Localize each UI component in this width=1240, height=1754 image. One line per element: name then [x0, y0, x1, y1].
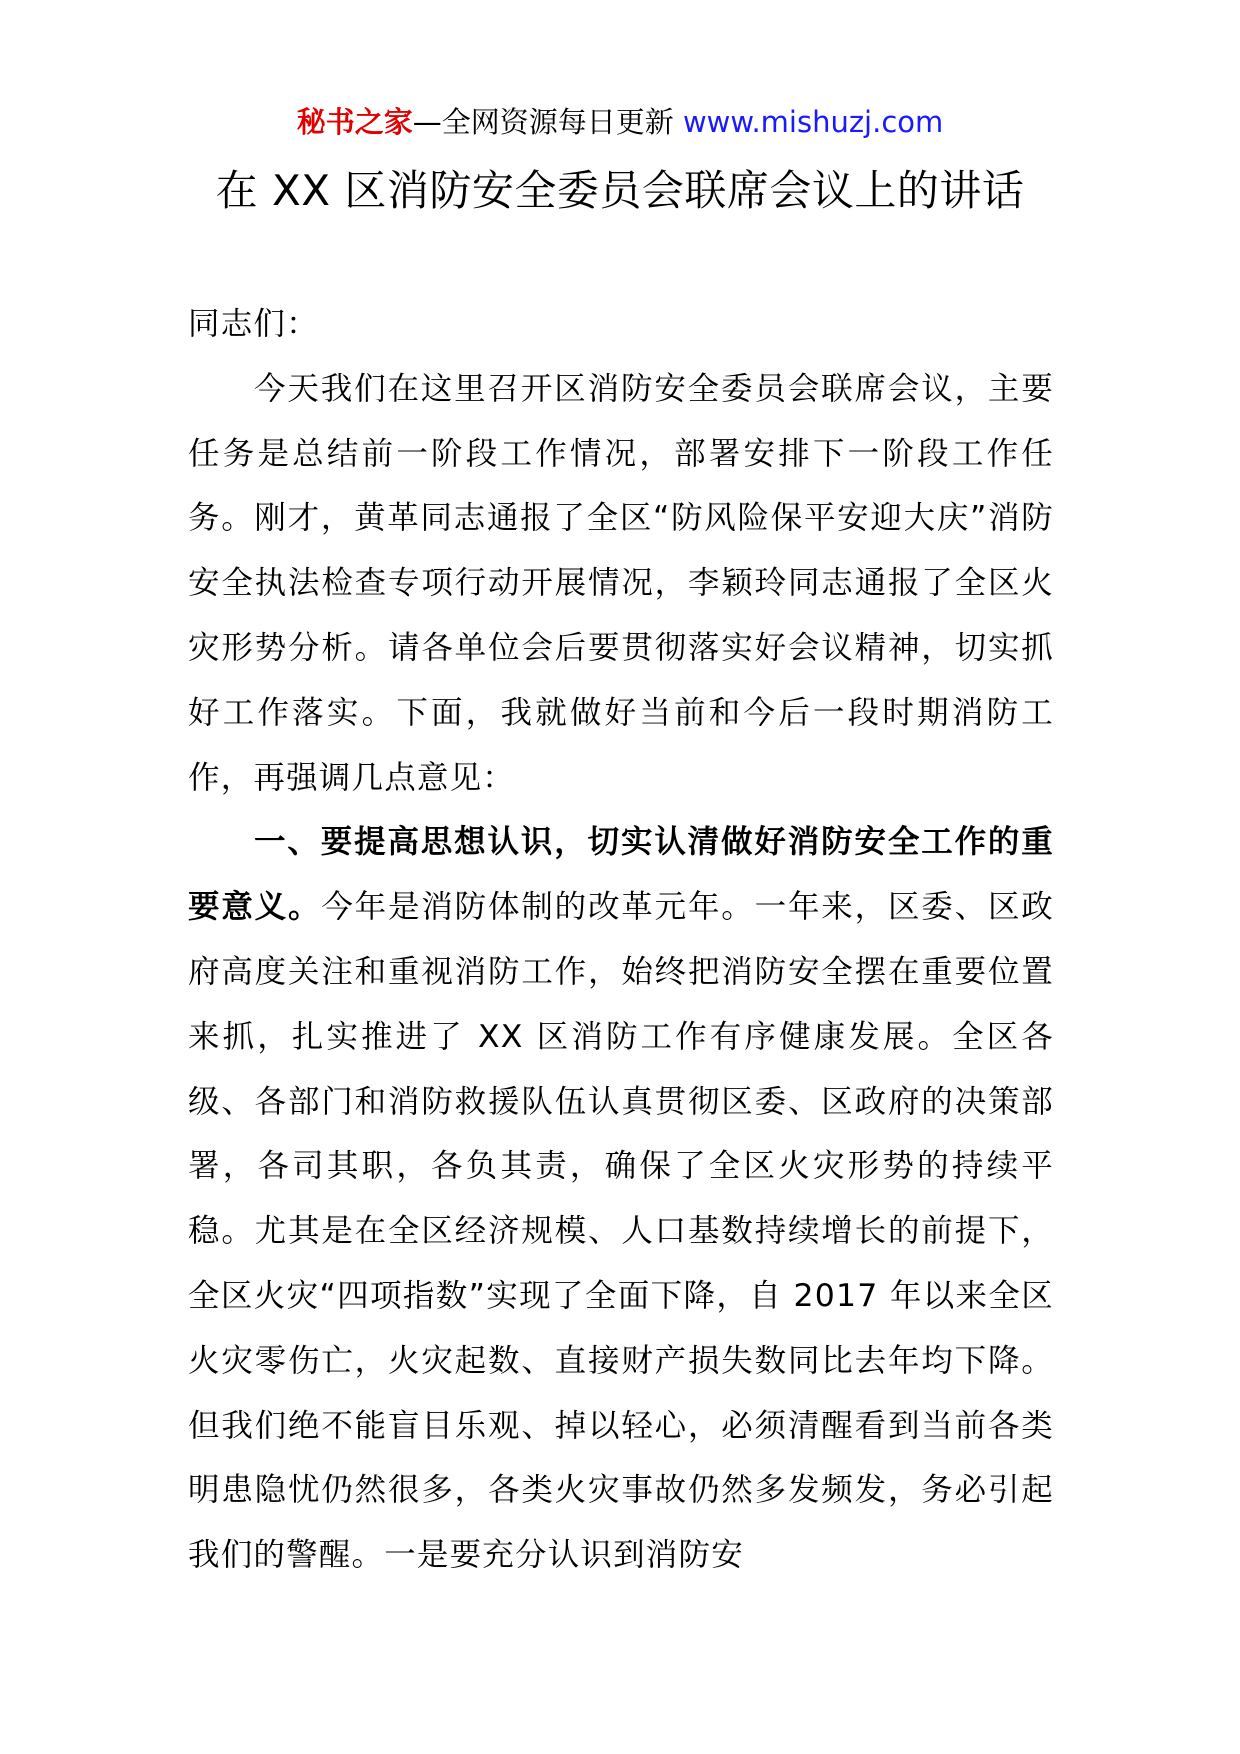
- site-slogan: —全网资源每日更新: [412, 105, 674, 139]
- paragraph-section-1: [188, 810, 1054, 1588]
- site-url-link[interactable]: www.mishuzj.com: [682, 105, 944, 139]
- paragraph-intro: 今天我们在这里召开区消防安全委员会联席会议，主要任务是总结前一阶段工作情况，部署安排下一阶段工作任务。刚才，黄革同志通报了全区“防风险保平安迎大庆”消防安全执法检查专项行动开展情况，李颖玲同志通报了全区火灾形势分析。请各单位会后要贯彻落实好会议精神，切实抓好工作落实。下面，我就做好当前和今后一段时期消防工作，再强调几点意见：: [188, 370, 1054, 796]
- site-brand: 秘书之家: [296, 105, 413, 139]
- document-title: 在 XX 区消防安全委员会联席会议上的讲话: [215, 166, 1025, 215]
- site-header: [0, 102, 1240, 142]
- salutation: 同志们：: [188, 306, 319, 342]
- section-1-heading: 一、要提高思想认识，切实认清做好消防安全工作的重要意义。: [188, 824, 1054, 926]
- section-1-body: 今年是消防体制的改革元年。一年来，区委、区政府高度关注和重视消防工作，始终把消防安全摆在重要位置来抓，扎实推进了 XX 区消防工作有序健康发展。全区各级、各部门和消防救援队伍认真贯彻区委、区政府的决策部署，各司其职，各负其责，确保了全区火灾形势的持续平稳。尤其是在全区经济规模、人口基数持续增长的前提下，全区火灾“四项指数”实现了全面下降，自 2017 年以来全区火灾零伤亡，火灾起数、直接财产损失数同比去年均下降。但我们绝不能盲目乐观、掉以轻心，必须清醒看到当前各类明患隐忧仍然很多，各类火灾事故仍然多发频发，务必引起我们的警醒。一是要充分认识到消防安: [188, 889, 1054, 1574]
- document-body: [188, 292, 1054, 1588]
